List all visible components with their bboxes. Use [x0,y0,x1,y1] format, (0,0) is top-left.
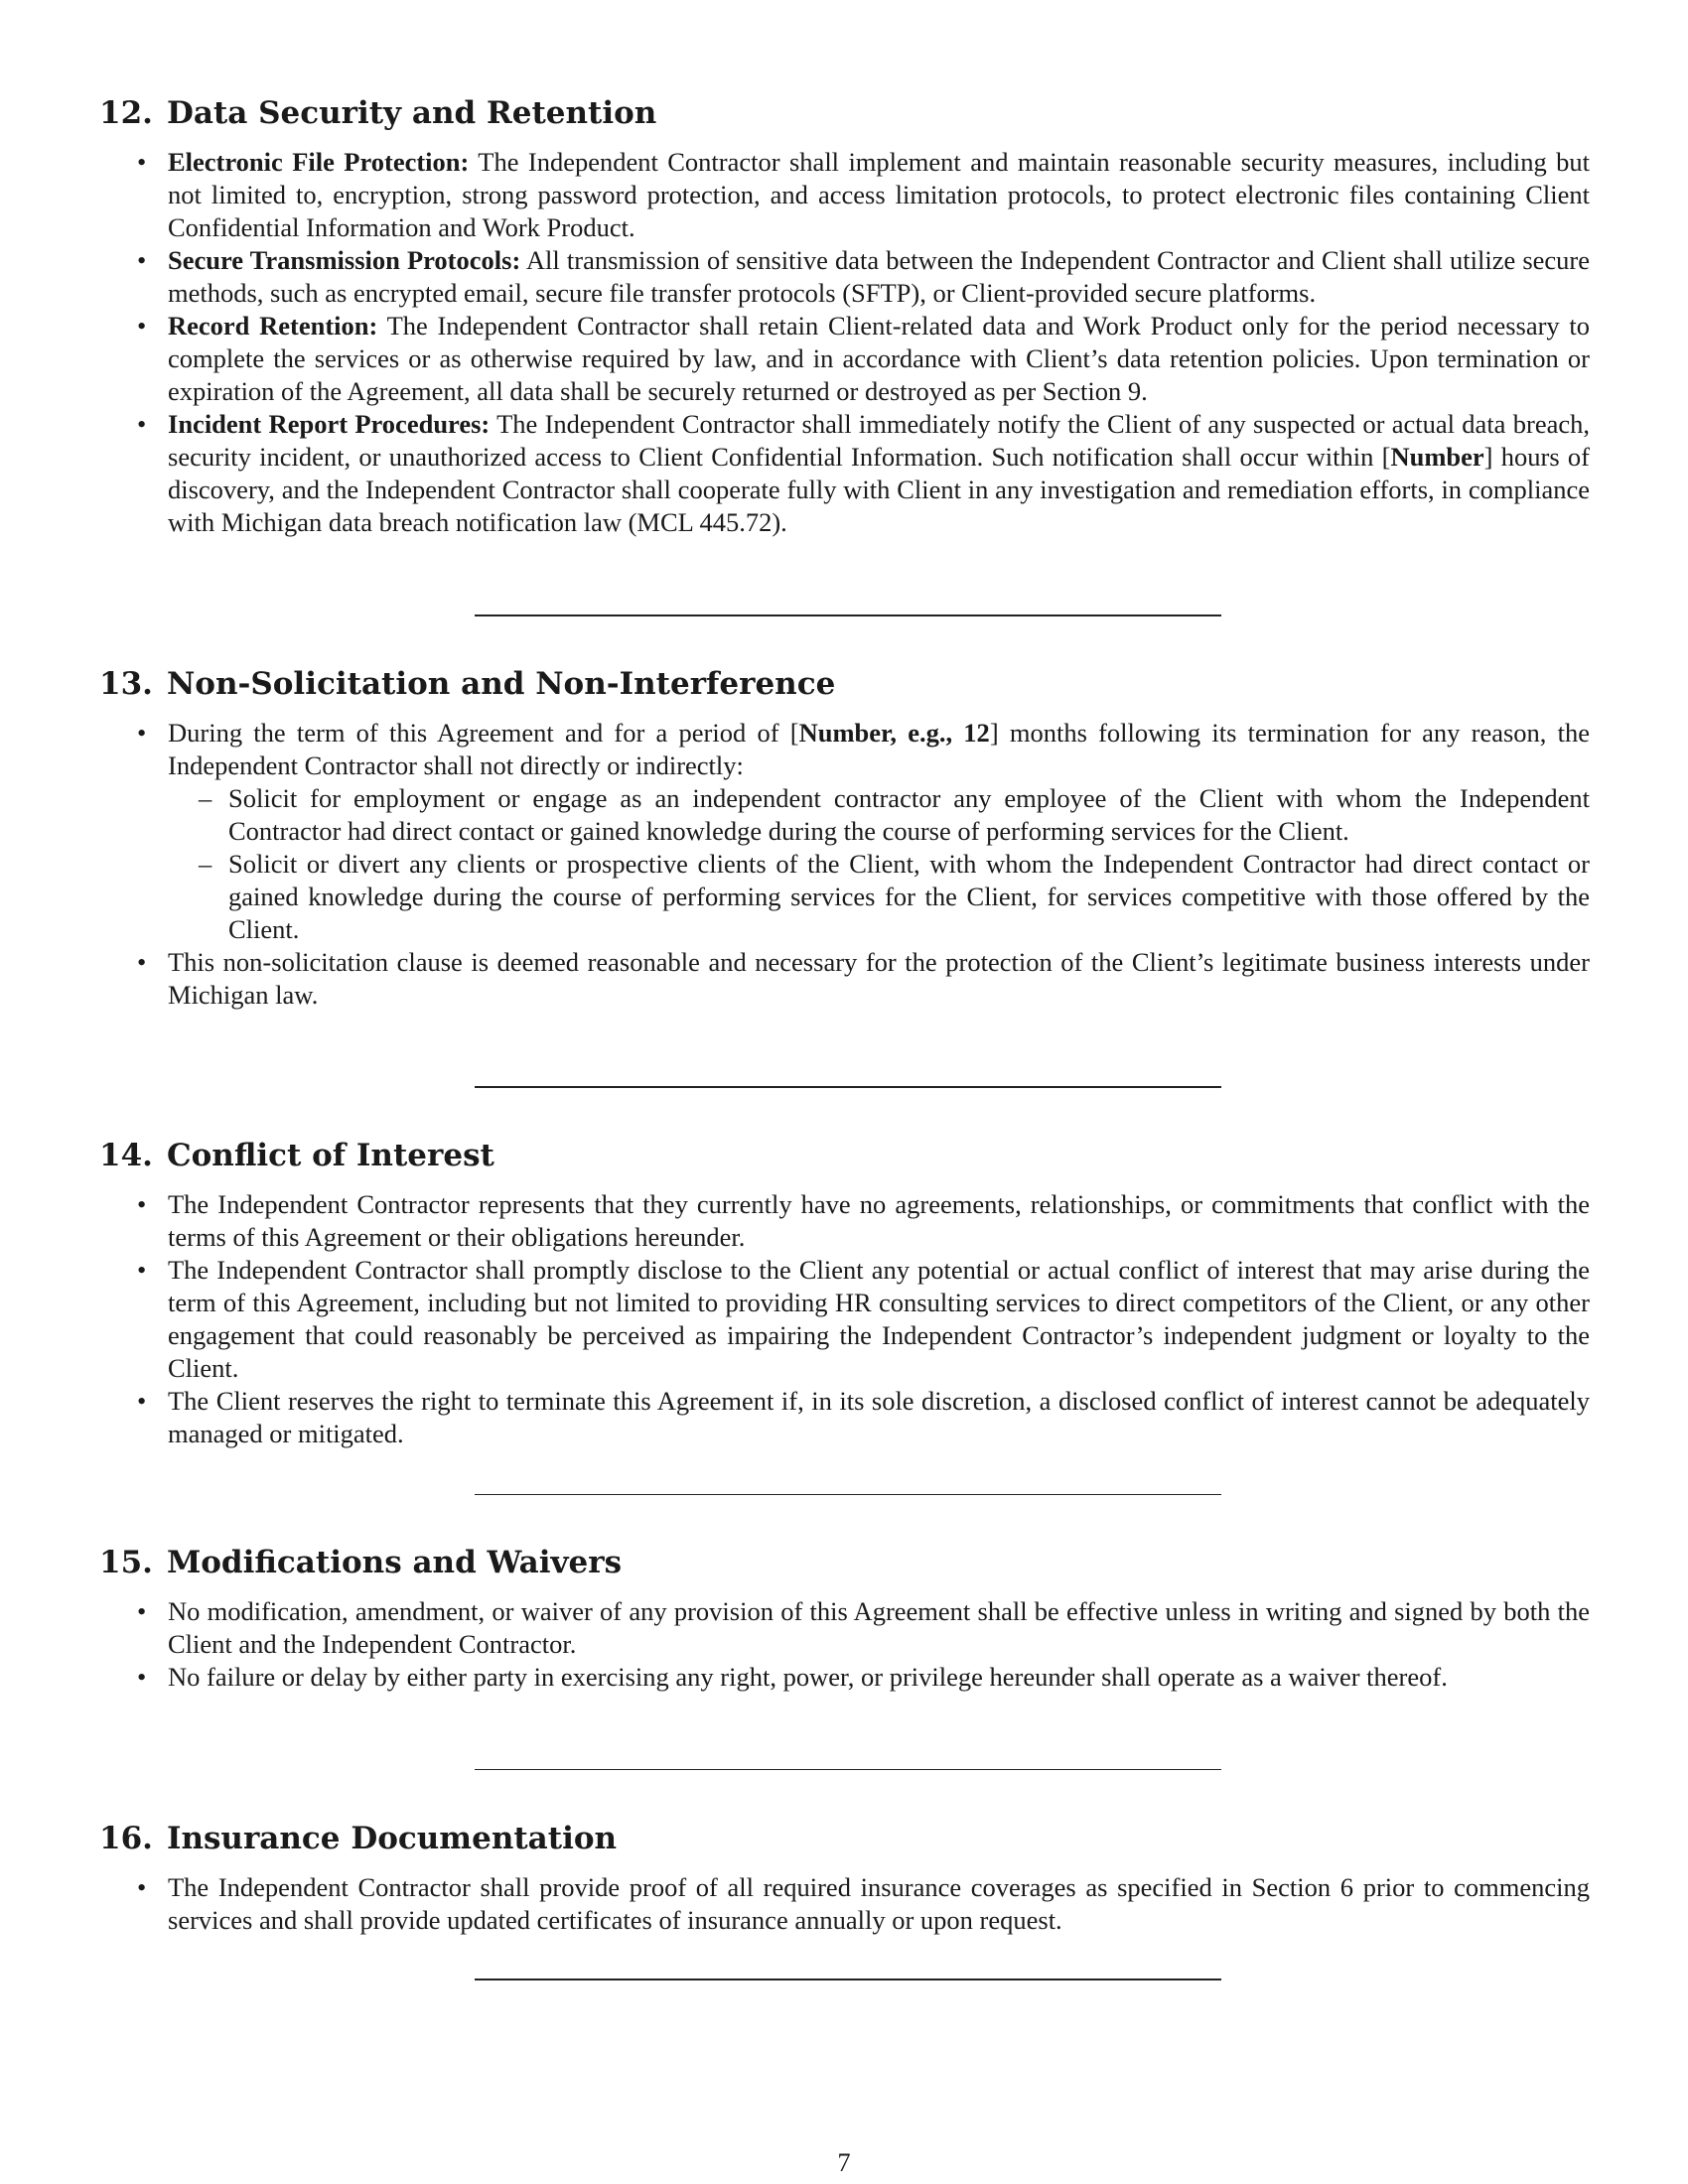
list-item: • Incident Report Procedures: The Independent Contractor shall immediately notify the Client of any suspected or actual data breach, security incident, or unauthorized access to Client Confidential Information. Such notification shall occur within [Number] hours of discovery, and the Independent Contractor shall cooperate fully with Client in any investigation and remediation efforts, in compliance with Michigan data breach notification law (MCL 445.72). [99,408,1590,539]
list-item: • The Independent Contractor shall provide proof of all required insurance coverages as specified in Section 6 prior to commencing services and shall provide updated certificates of insurance annually or upon request. [99,1871,1590,1937]
bullet-list [99,717,1590,1012]
section-15 [99,1545,1590,1694]
sub-list [168,782,1590,946]
bullet-list [99,1595,1590,1694]
section-heading: 14. Conflict of Interest [99,1138,494,1173]
bullet-list [99,146,1590,539]
section-14 [99,1138,1590,1450]
section-heading: 12. Data Security and Retention [99,95,657,131]
section-divider [475,1494,1221,1495]
page-number: 7 [837,2147,851,2177]
list-item: • The Independent Contractor shall promptly disclose to the Client any potential or actual conflict of interest that may arise during the term of this Agreement, including but not limited to providing HR consulting services to direct competitors of the Client, or any other engagement that could reasonably be perceived as impairing the Independent Contractor’s independent judgment or loyalty to the Client. [99,1254,1590,1385]
bullet-list [99,1188,1590,1450]
section-divider [475,614,1221,616]
section-heading: 15. Modifications and Waivers [99,1545,623,1580]
list-item: • The Client reserves the right to terminate this Agreement if, in its sole discretion, a disclosed conflict of interest cannot be adequately managed or mitigated. [99,1385,1590,1450]
sub-list-item: – Solicit for employment or engage as an independent contractor any employee of the Client with whom the Independent Contractor had direct contact or gained knowledge during the course of performing services for the Client. [168,782,1590,848]
section-heading: 16. Insurance Documentation [99,1821,618,1856]
section-divider [475,1979,1221,1980]
list-item: • During the term of this Agreement and for a period of [Number, e.g., 12] months following its termination for any reason, the Independent Contractor shall not directly or indirectly: – Solicit for employment or engage as an independent contractor any employee of the Client with whom the Independent Contractor had direct contact or gained knowledge during the course of performing services for the Client. – Solicit or divert any clients or prospective clients of the Client, with whom the Independent Contractor had direct contact or gained knowledge during the course of performing services for the Client, for services competitive with those offered by the Client. [99,717,1590,946]
section-12 [99,95,1590,539]
list-item: • Secure Transmission Protocols: All transmission of sensitive data between the Independent Contractor and Client shall utilize secure methods, such as encrypted email, secure file transfer protocols (SFTP), or Client-provided secure platforms. [99,244,1590,310]
sub-list-item: – Solicit or divert any clients or prospective clients of the Client, with whom the Independent Contractor had direct contact or gained knowledge during the course of performing services for the Client, for services competitive with those offered by the Client. [168,848,1590,946]
section-13 [99,666,1590,1012]
list-item: • The Independent Contractor represents that they currently have no agreements, relationships, or commitments that conflict with the terms of this Agreement or their obligations hereunder. [99,1188,1590,1254]
list-item: • Record Retention: The Independent Contractor shall retain Client-related data and Work Product only for the period necessary to complete the services or as otherwise required by law, and in accordance with Client’s data retention policies. Upon termination or expiration of the Agreement, all data shall be securely returned or destroyed as per Section 9. [99,310,1590,408]
list-item: • This non-solicitation clause is deemed reasonable and necessary for the protection of the Client’s legitimate business interests under Michigan law. [99,946,1590,1012]
list-item: • Electronic File Protection: The Independent Contractor shall implement and maintain reasonable security measures, including but not limited to, encryption, strong password protection, and access limitation protocols, to protect electronic files containing Client Confidential Information and Work Product. [99,146,1590,244]
section-divider [475,1086,1221,1088]
section-divider [475,1769,1221,1770]
bullet-list [99,1871,1590,1937]
list-item: • No failure or delay by either party in exercising any right, power, or privilege hereunder shall operate as a waiver thereof. [99,1661,1590,1694]
list-item: • No modification, amendment, or waiver of any provision of this Agreement shall be effective unless in writing and signed by both the Client and the Independent Contractor. [99,1595,1590,1661]
section-heading: 13. Non-Solicitation and Non-Interference [99,666,836,702]
section-16 [99,1821,1590,1937]
